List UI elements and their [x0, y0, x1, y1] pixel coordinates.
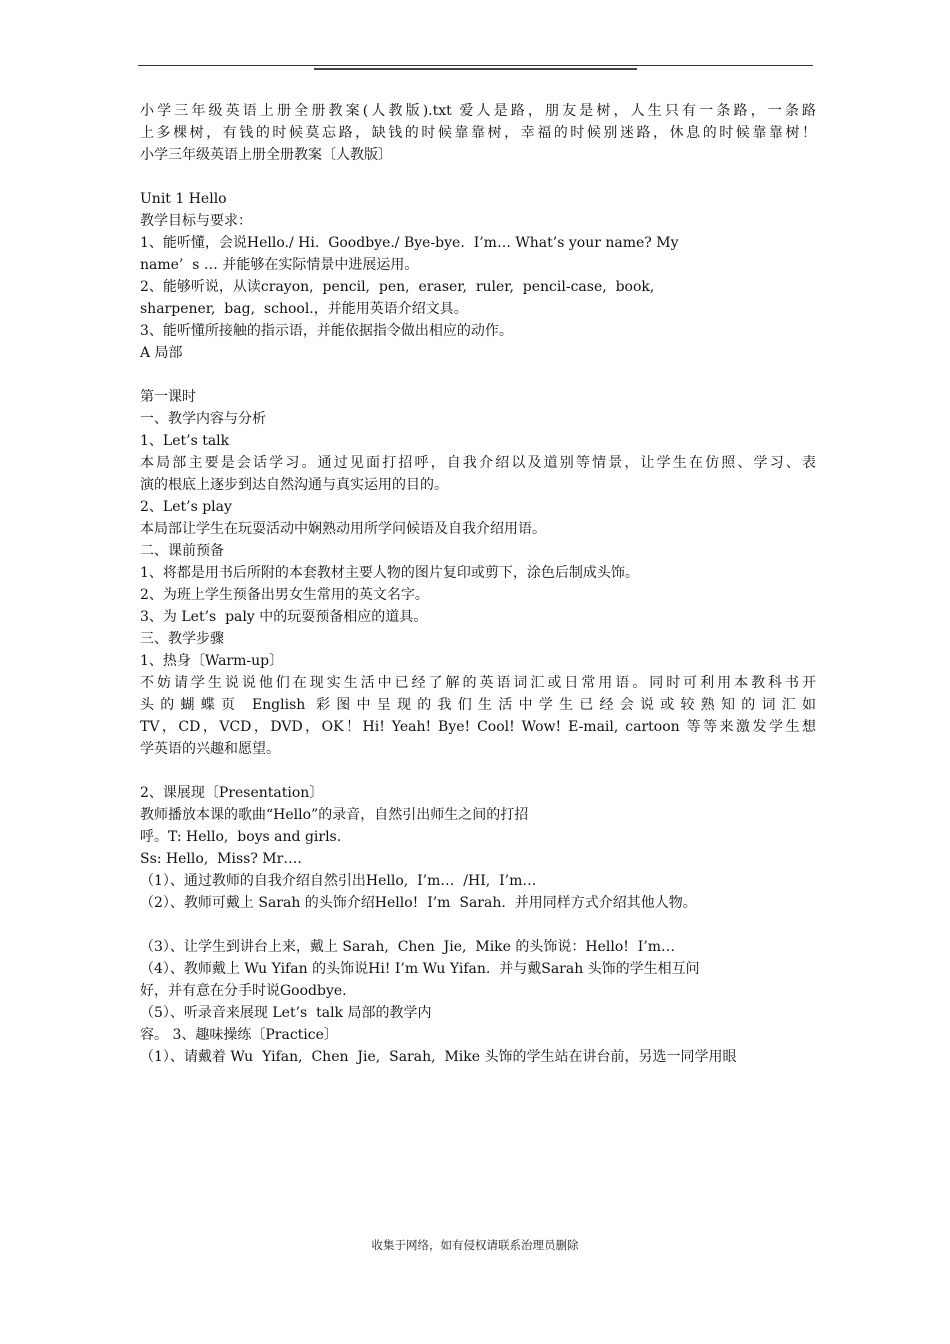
blank-line — [140, 166, 816, 188]
document-body — [140, 100, 816, 1068]
text-line: 3、能听懂所接触的指示语，并能依据指令做出相应的动作。 — [140, 323, 513, 339]
blank-line — [140, 760, 816, 782]
text-line: 头的蝴蝶页 English 彩图中呈现的我们生活中学生已经会说或较熟知的词汇如 — [140, 697, 816, 713]
blank-line — [140, 914, 816, 936]
text-line: 三、教学步骤 — [140, 631, 224, 647]
text-line: （5）、听录音来展现 Let’s talk 局部的教学内 — [140, 1005, 432, 1021]
text-line: name’ s … 并能够在实际情景中进展运用。 — [140, 257, 419, 273]
text-line: 本局部让学生在玩耍活动中娴熟动用所学问候语及自我介绍用语。 — [140, 521, 546, 537]
text-line: 容。 3、趣味操练〔Practice〕 — [140, 1027, 338, 1043]
header-rule-top — [138, 65, 813, 66]
text-line: （1）、请戴着 Wu Yifan, Chen Jie, Sarah, Mike 头饰的学生站在讲台前，另选一同学用眼 — [140, 1049, 737, 1065]
text-line: sharpener, bag, school.，并能用英语介绍文具。 — [140, 301, 468, 317]
text-line: 1、热身〔Warm-up〕 — [140, 653, 284, 669]
text-line: 3、为 Let’s paly 中的玩耍预备相应的道具。 — [140, 609, 428, 625]
text-line: 1、Let’s talk — [140, 433, 230, 449]
text-line: 2、课展现〔Presentation〕 — [140, 785, 324, 801]
text-line: 呼。T: Hello, boys and girls. — [140, 829, 342, 845]
text-line: 本局部主要是会话学习。通过见面打招呼，自我介绍以及道别等情景，让学生在仿照、学习、表 — [140, 455, 816, 471]
text-line: 一、教学内容与分析 — [140, 411, 266, 427]
text-line: A 局部 — [140, 345, 183, 361]
text-line: 2、能够听说，从读crayon, pencil, pen, eraser, ruler, pencil-case, book, — [140, 279, 655, 295]
text-line: （2）、教师可戴上 Sarah 的头饰介绍Hello! I’m Sarah. 并用同样方式介绍其他人物。 — [140, 895, 697, 911]
text-line: 不妨请学生说说他们在现实生活中已经了解的英语词汇或日常用语。同时可利用本教科书开 — [140, 675, 816, 691]
blank-line — [140, 364, 816, 386]
text-line: 上多棵树，有钱的时候莫忘路，缺钱的时候靠靠树，幸福的时候别迷路，休息的时候靠靠树！ — [140, 125, 816, 141]
text-line: 小学三年级英语上册全册教案〔人教版〕 — [140, 147, 392, 163]
text-line: 教学目标与要求： — [140, 213, 252, 229]
text-line: Unit 1 Hello — [140, 191, 227, 207]
text-line: Ss: Hello, Miss? Mr…. — [140, 851, 302, 867]
header-rule-center — [314, 68, 637, 70]
text-line: 1、能听懂，会说Hello./ Hi. Goodbye./ Bye-bye. I’m… What’s your name? My — [140, 235, 679, 251]
text-line: 1、将都是用书后所附的本套教材主要人物的图片复印或剪下，涂色后制成头饰。 — [140, 565, 639, 581]
text-line: 2、为班上学生预备出男女生常用的英文名字。 — [140, 587, 429, 603]
text-line: 二、课前预备 — [140, 543, 224, 559]
text-line: （3）、让学生到讲台上来，戴上 Sarah, Chen Jie, Mike 的头饰说：Hello! I’m… — [140, 939, 676, 955]
text-line: 好，并有意在分手时说Goodbye. — [140, 983, 347, 999]
page-footer: 收集于网络，如有侵权请联系治理员删除 — [371, 1238, 579, 1252]
text-line: 小学三年级英语上册全册教案(人教版).txt 爱人是路，朋友是树，人生只有一条路，一条路 — [140, 103, 816, 119]
text-line: （1）、通过教师的自我介绍自然引出Hello, I’m… /HI, I’m… — [140, 873, 537, 889]
text-line: 演的根底上逐步到达自然沟通与真实运用的目的。 — [140, 477, 448, 493]
text-line: 学英语的兴趣和愿望。 — [140, 741, 280, 757]
text-line: TV，CD，VCD，DVD，OK！Hi! Yeah! Bye! Cool! Wow! E-mail, cartoon 等等来激发学生想 — [140, 719, 816, 735]
text-line: 2、Let’s play — [140, 499, 232, 515]
text-line: 第一课时 — [140, 389, 196, 405]
text-line: （4）、教师戴上 Wu Yifan 的头饰说Hi! I’m Wu Yifan. 并与戴Sarah 头饰的学生相互问 — [140, 961, 700, 977]
text-line: 教师播放本课的歌曲“Hello”的录音，自然引出师生之间的打招 — [140, 807, 529, 823]
